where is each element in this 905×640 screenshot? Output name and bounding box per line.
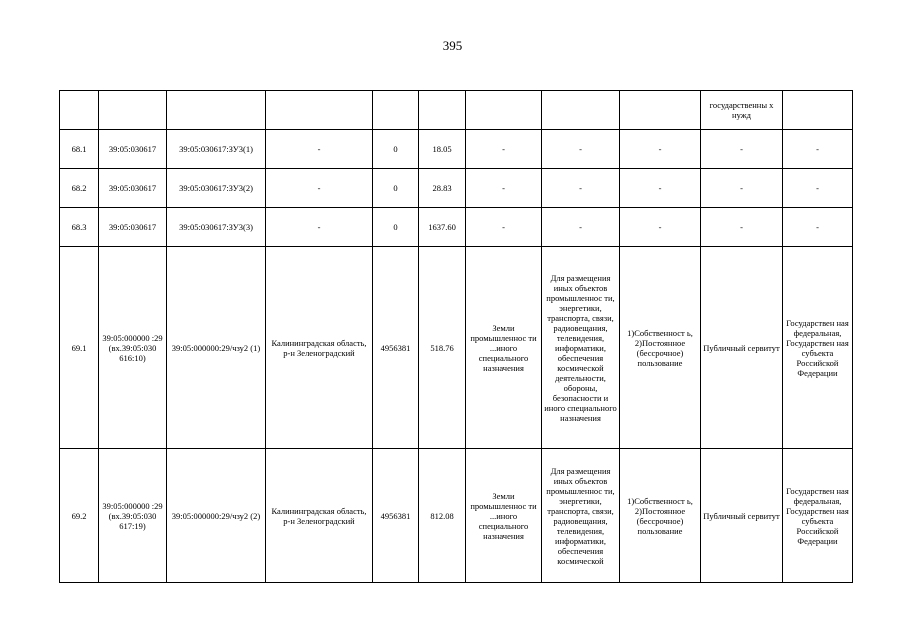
right-type: - bbox=[620, 130, 701, 169]
cadastral-quarter: 39:05:030617 bbox=[99, 208, 167, 247]
table-cell bbox=[620, 91, 701, 130]
right-type: 1)Собственност ь, 2)Постоянное (бессрочное) пользование bbox=[620, 247, 701, 449]
servitude-type: - bbox=[701, 208, 783, 247]
permitted-use: - bbox=[542, 208, 620, 247]
table-cell bbox=[99, 91, 167, 130]
address: - bbox=[266, 208, 373, 247]
zone-number: 39:05:000000:29/чзу2 (2) bbox=[167, 449, 266, 583]
table-cell bbox=[783, 91, 853, 130]
address: - bbox=[266, 169, 373, 208]
cadastral-quarter: 39:05:000000 :29 (вх.39:05:030 616:10) bbox=[99, 247, 167, 449]
cadastral-value: 0 bbox=[373, 208, 419, 247]
cadastral-value: 0 bbox=[373, 169, 419, 208]
cadastral-value: 4956381 bbox=[373, 449, 419, 583]
table-cell bbox=[419, 91, 466, 130]
area: 1637.60 bbox=[419, 208, 466, 247]
cadastral-quarter: 39:05:030617 bbox=[99, 169, 167, 208]
owner: - bbox=[783, 208, 853, 247]
table-cell bbox=[373, 91, 419, 130]
permitted-use: - bbox=[542, 130, 620, 169]
table-row bbox=[60, 247, 853, 449]
land-registry-table bbox=[59, 90, 853, 583]
row-number: 68.1 bbox=[60, 130, 99, 169]
cadastral-value: 0 bbox=[373, 130, 419, 169]
servitude-type: - bbox=[701, 169, 783, 208]
row-number: 69.2 bbox=[60, 449, 99, 583]
land-category: Земли промышленнос ти ...иного специального назначения bbox=[466, 247, 542, 449]
right-type: - bbox=[620, 169, 701, 208]
zone-number: 39:05:030617:ЗУ3(3) bbox=[167, 208, 266, 247]
permitted-use: Для размещения иных объектов промышленнос ти, энергетики, транспорта, связи, радиовещания, телевидения, информатики, обеспечения космической bbox=[542, 449, 620, 583]
table-row bbox=[60, 130, 853, 169]
right-type: - bbox=[620, 208, 701, 247]
area: 812.08 bbox=[419, 449, 466, 583]
purpose-cell: государственны х нужд bbox=[701, 91, 783, 130]
table-row bbox=[60, 208, 853, 247]
row-number: 68.2 bbox=[60, 169, 99, 208]
right-type: 1)Собственност ь, 2)Постоянное (бессрочное) пользование bbox=[620, 449, 701, 583]
area: 28.83 bbox=[419, 169, 466, 208]
table-continuation-row bbox=[60, 91, 853, 130]
table-row bbox=[60, 169, 853, 208]
owner: - bbox=[783, 169, 853, 208]
table-row bbox=[60, 449, 853, 583]
servitude-type: Публичный сервитут bbox=[701, 449, 783, 583]
address: Калининградская область, р-н Зеленоградский bbox=[266, 247, 373, 449]
zone-number: 39:05:030617:ЗУ3(2) bbox=[167, 169, 266, 208]
area: 18.05 bbox=[419, 130, 466, 169]
zone-number: 39:05:030617:ЗУ3(1) bbox=[167, 130, 266, 169]
servitude-type: Публичный сервитут bbox=[701, 247, 783, 449]
zone-number: 39:05:000000:29/чзу2 (1) bbox=[167, 247, 266, 449]
area: 518.76 bbox=[419, 247, 466, 449]
address: - bbox=[266, 130, 373, 169]
owner: Государствен ная федеральная, Государствен ная субъекта Российской Федерации bbox=[783, 449, 853, 583]
owner: - bbox=[783, 130, 853, 169]
table-cell bbox=[266, 91, 373, 130]
table-cell bbox=[466, 91, 542, 130]
table-cell bbox=[60, 91, 99, 130]
address: Калининградская область, р-н Зеленоградский bbox=[266, 449, 373, 583]
cadastral-quarter: 39:05:030617 bbox=[99, 130, 167, 169]
land-category: - bbox=[466, 130, 542, 169]
row-number: 68.3 bbox=[60, 208, 99, 247]
table-cell bbox=[167, 91, 266, 130]
row-number: 69.1 bbox=[60, 247, 99, 449]
permitted-use: - bbox=[542, 169, 620, 208]
land-category: - bbox=[466, 169, 542, 208]
permitted-use: Для размещения иных объектов промышленнос ти, энергетики, транспорта, связи, радиовещания, телевидения, информатики, обеспечения космической деятельности, обороны, безопасности и иного специального назначения bbox=[542, 247, 620, 449]
page-number: 395 bbox=[442, 38, 463, 53]
land-category: - bbox=[466, 208, 542, 247]
cadastral-quarter: 39:05:000000 :29 (вх.39:05:030 617:19) bbox=[99, 449, 167, 583]
servitude-type: - bbox=[701, 130, 783, 169]
owner: Государствен ная федеральная, Государствен ная субъекта Российской Федерации bbox=[783, 247, 853, 449]
table-cell bbox=[542, 91, 620, 130]
cadastral-value: 4956381 bbox=[373, 247, 419, 449]
land-category: Земли промышленнос ти ...иного специального назначения bbox=[466, 449, 542, 583]
